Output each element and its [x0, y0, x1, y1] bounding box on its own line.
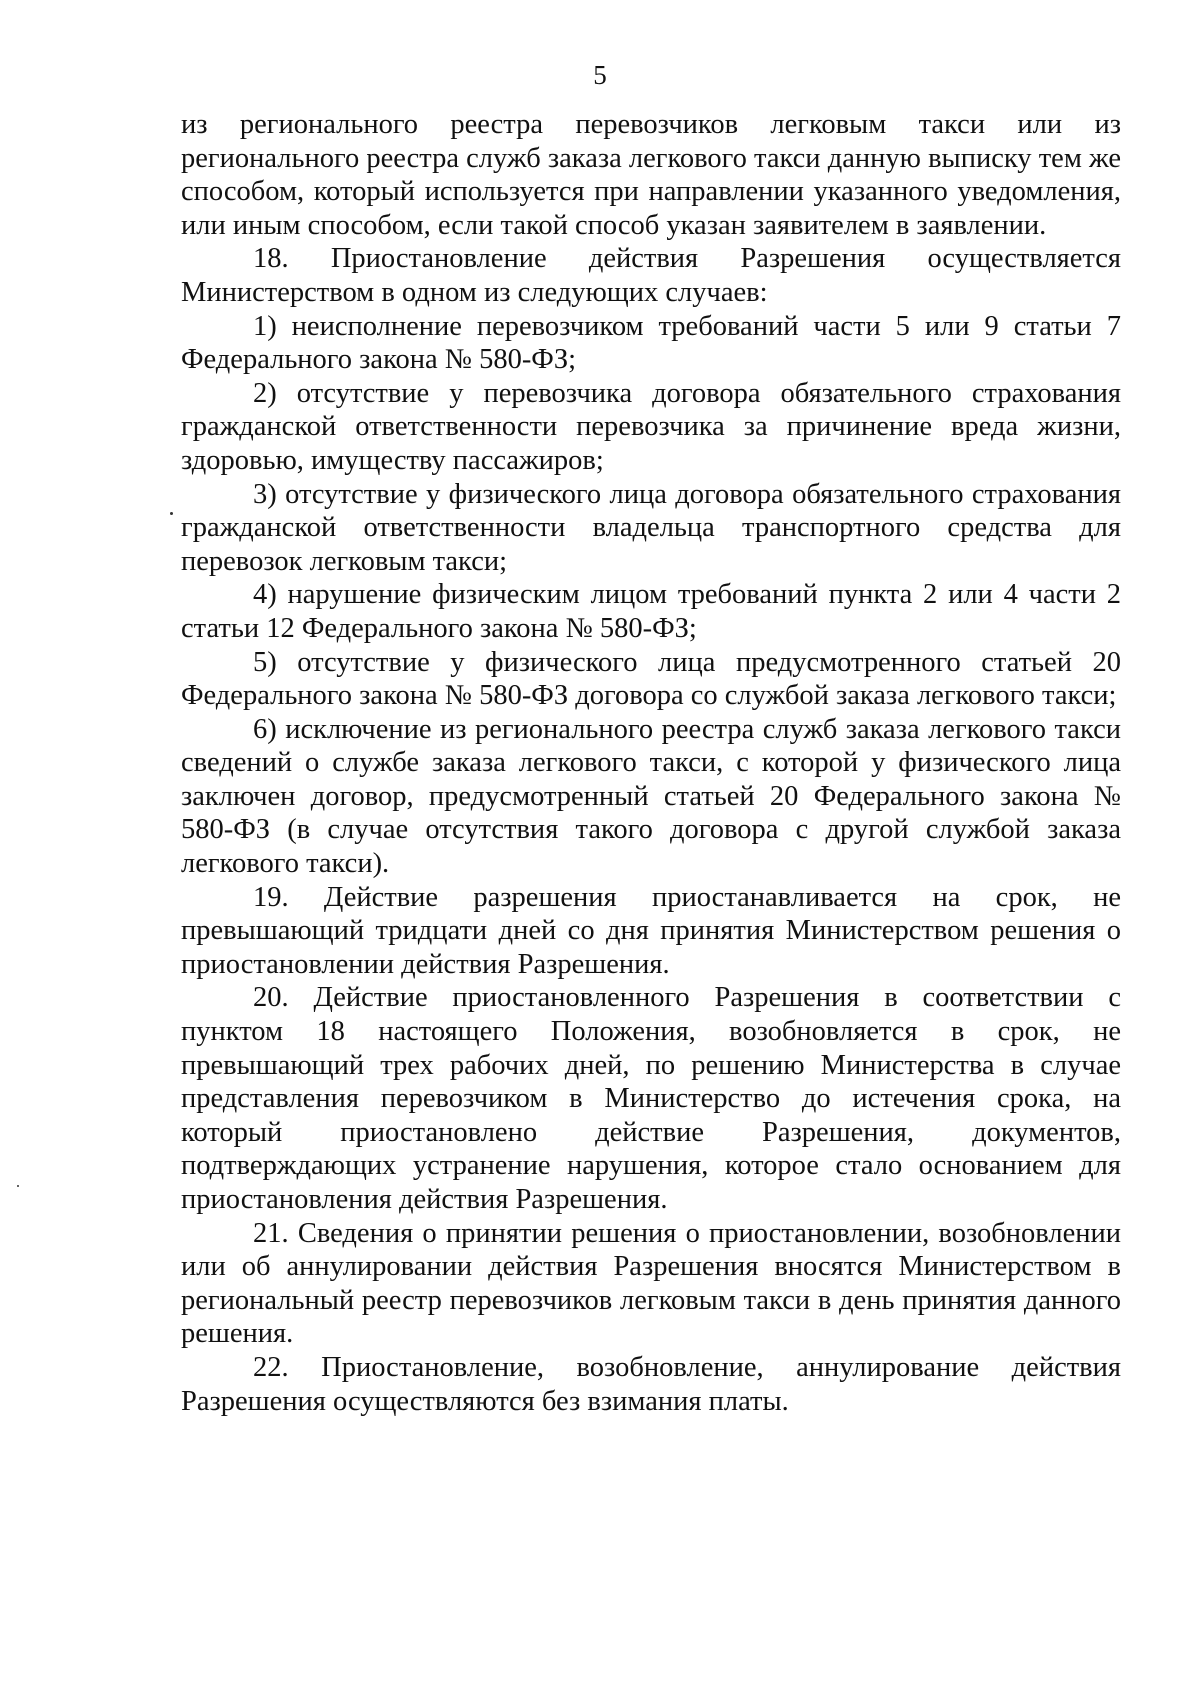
paragraph-subitem-5: 5) отсутствие у физического лица предусмотренного статьей 20 Федерального закона № 580-ФЗ договора со службой заказа легкового такси;: [181, 646, 1121, 712]
paragraph-subitem-1: 1) неисполнение перевозчиком требований части 5 или 9 статьи 7 Федерального закона № 580-ФЗ;: [181, 310, 1121, 376]
paragraph-item-22: 22. Приостановление, возобновление, аннулирование действия Разрешения осуществляются без взимания платы.: [181, 1351, 1121, 1417]
paragraph-item-20: 20. Действие приостановленного Разрешения в соответствии с пунктом 18 настоящего Положения, возобновляется в срок, не превышающий трех рабочих дней, по решению Министерства в случае представления перевозчиком в Министерство до истечения срока, на который приостановлено действие Разрешения, документов, подтверждающих устранение нарушения, которое стало основанием для приостановления действия Разрешения.: [181, 982, 1121, 1215]
paragraph-subitem-2: 2) отсутствие у перевозчика договора обязательного страхования гражданской ответственности перевозчика за причинение вреда жизни, здоровью, имуществу пассажиров;: [181, 377, 1121, 476]
paragraph-item-19: 19. Действие разрешения приостанавливается на срок, не превышающий тридцати дней со дня принятия Министерством решения о приостановлении действия Разрешения.: [181, 881, 1121, 980]
paragraph-subitem-6: 6) исключение из регионального реестра служб заказа легкового такси сведений о службе заказа легкового такси, с которой у физического лица заключен договор, предусмотренный статьей 20 Федерального закона № 580-ФЗ (в случае отсутствия такого договора с другой службой заказа легкового такси).: [181, 713, 1121, 880]
paragraph-item-21: 21. Сведения о принятии решения о приостановлении, возобновлении или об аннулировании действия Разрешения вносятся Министерством в региональный реестр перевозчиков легковым такси в день принятия данного решения.: [181, 1217, 1121, 1350]
paragraph-subitem-3: 3) отсутствие у физического лица договора обязательного страхования гражданской ответственности владельца транспортного средства для перевозок легковым такси;: [181, 478, 1121, 577]
scan-speck: [17, 1185, 19, 1187]
paragraph-item-18: 18. Приостановление действия Разрешения осуществляется Министерством в одном из следующих случаев:: [181, 243, 1121, 308]
scan-speck: [170, 512, 173, 515]
page-number: 5: [593, 60, 607, 90]
paragraph-subitem-4: 4) нарушение физическим лицом требований пункта 2 или 4 части 2 статьи 12 Федерального закона № 580-ФЗ;: [181, 579, 1121, 644]
paragraph-continuation: из регионального реестра перевозчиков легковым такси или из регионального реестра служб заказа легкового такси данную выписку тем же способом, который используется при направлении указанного уведомления, или иным способом, если такой способ указан заявителем в заявлении.: [181, 109, 1121, 241]
document-body: [181, 108, 1121, 1418]
